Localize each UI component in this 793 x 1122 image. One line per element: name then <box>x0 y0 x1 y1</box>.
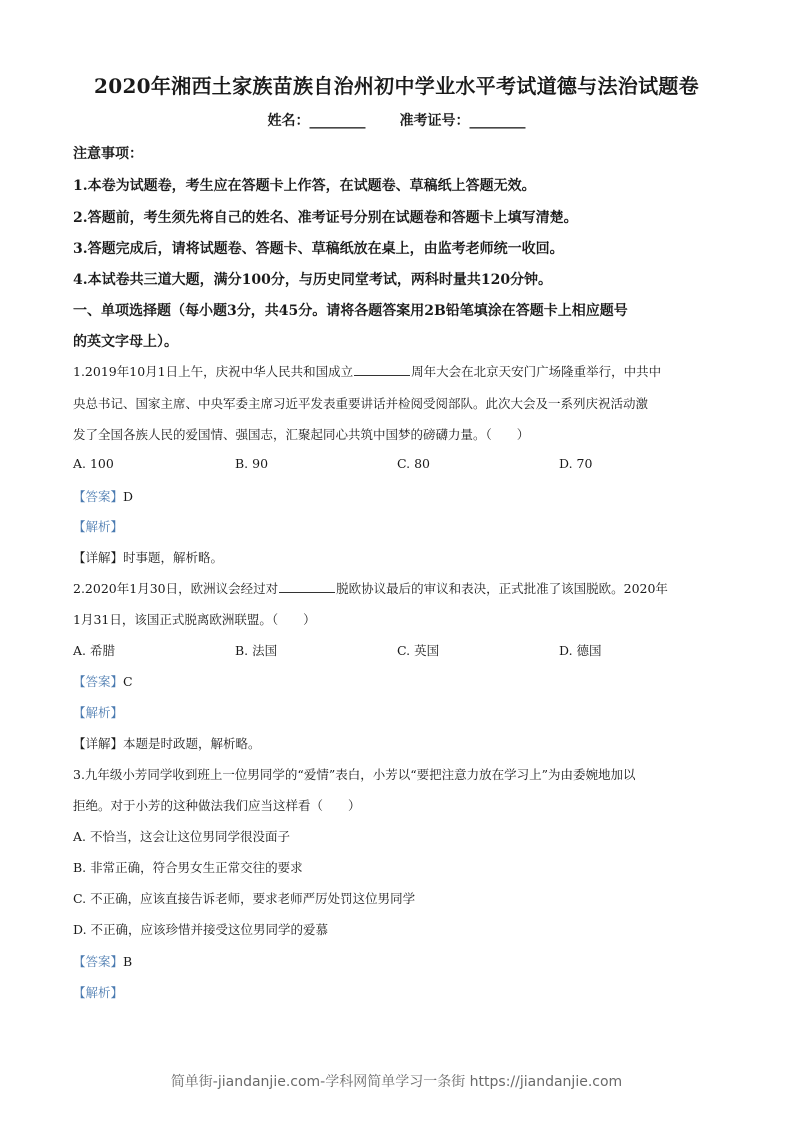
name-field-label: 姓名：________ <box>267 113 366 129</box>
question-2-stem-text: 2.2020年1月30日，欧洲议会经过对 <box>73 581 279 596</box>
detail-text: 时事题，解析略。 <box>123 550 224 565</box>
question-1-option-b: B. 90 <box>235 456 269 471</box>
question-3-analysis-tag: 【解析】 <box>73 985 124 1000</box>
question-2-option-c: C. 英国 <box>397 643 440 658</box>
exam-title: 2020年湘西土家族苗族自治州初中学业水平考试道德与法治试题卷 <box>94 74 699 98</box>
section-heading-line1: 一、单项选择题（每小题3分，共45分。请将各题答案用2B铅笔填涂在答题卡上相应题号 <box>73 303 628 319</box>
question-1-stem-text-cont: 周年大会在北京天安门广场隆重举行，中共中 <box>411 364 662 379</box>
answer-value: C <box>123 674 133 689</box>
question-1-option-a: A. 100 <box>73 456 114 471</box>
page-footer-watermark: 简单街-jiandanjie.com-学科网简单学习一条街 https://jiandanjie.com <box>170 1074 623 1090</box>
question-3-stem-line1: 3.九年级小芳同学收到班上一位男同学的“爱情”表白，小芳以“要把注意力放在学习上”为由委婉地加以 <box>73 767 636 782</box>
question-1-option-d: D. 70 <box>559 456 593 471</box>
question-1-stem-line2: 央总书记、国家主席、中央军委主席习近平发表重要讲话并检阅受阅部队。此次大会及一系列庆祝活动激 <box>73 396 649 411</box>
question-2-stem-text-cont: 脱欧协议最后的审议和表决，正式批准了该国脱欧。2020年 <box>336 581 668 596</box>
fill-blank <box>279 581 335 593</box>
detail-tag: 【详解】 <box>73 550 124 565</box>
question-2-analysis-tag: 【解析】 <box>73 705 124 720</box>
question-2-option-a: A. 希腊 <box>73 643 115 658</box>
fill-blank <box>354 364 410 376</box>
question-2-answer <box>73 672 733 690</box>
answer-tag: 【答案】 <box>73 954 124 969</box>
question-3-stem-line2: 拒绝。对于小芳的这种做法我们应当这样看（ ） <box>73 798 361 813</box>
exam-id-field-label: 准考证号：________ <box>399 113 526 129</box>
question-3-option-d: D. 不正确，应该珍惜并接受这位男同学的爱慕 <box>73 922 329 937</box>
question-2-option-d: D. 德国 <box>559 643 602 658</box>
question-1-stem-line3: 发了全国各族人民的爱国情、强国志，汇聚起同心共筑中国梦的磅礴力量。（ ） <box>73 427 530 442</box>
detail-tag: 【详解】 <box>73 736 124 751</box>
answer-tag: 【答案】 <box>73 489 124 504</box>
question-2-stem-line1 <box>73 579 733 597</box>
question-3-option-c: C. 不正确，应该直接告诉老师，要求老师严厉处罚这位男同学 <box>73 891 416 906</box>
question-1-answer <box>73 487 733 505</box>
question-3-option-a: A. 不恰当，这会让这位男同学很没面子 <box>73 829 290 844</box>
note-item-4: 4.本试卷共三道大题，满分100分，与历史同堂考试，两科时量共120分钟。 <box>73 272 553 288</box>
answer-value: D <box>123 489 134 504</box>
answer-value: B <box>123 954 133 969</box>
note-item-3: 3.答题完成后，请将试题卷、答题卡、草稿纸放在桌上，由监考老师统一收回。 <box>73 241 564 257</box>
note-item-1: 1.本卷为试题卷，考生应在答题卡上作答，在试题卷、草稿纸上答题无效。 <box>73 178 536 194</box>
question-1-stem-text: 1.2019年10月1日上午，庆祝中华人民共和国成立 <box>73 364 354 379</box>
question-3-answer <box>73 952 733 970</box>
question-2-option-b: B. 法国 <box>235 643 278 658</box>
note-item-2: 2.答题前，考生须先将自己的姓名、准考证号分别在试题卷和答题卡上填写清楚。 <box>73 210 578 226</box>
question-3-option-b: B. 非常正确，符合男女生正常交往的要求 <box>73 860 303 875</box>
detail-text: 本题是时政题，解析略。 <box>123 736 261 751</box>
section-heading-line2: 的英文字母上）。 <box>73 334 178 350</box>
candidate-info-line <box>0 110 793 130</box>
question-1-stem-line1 <box>73 362 733 380</box>
question-2-stem-line2: 1月31日，该国正式脱离欧洲联盟。（ ） <box>73 612 316 627</box>
question-2-detail <box>73 734 733 752</box>
answer-tag: 【答案】 <box>73 674 124 689</box>
notes-heading: 注意事项： <box>73 146 143 162</box>
question-1-detail <box>73 548 733 566</box>
question-1-analysis-tag: 【解析】 <box>73 519 124 534</box>
question-1-option-c: C. 80 <box>397 456 430 471</box>
